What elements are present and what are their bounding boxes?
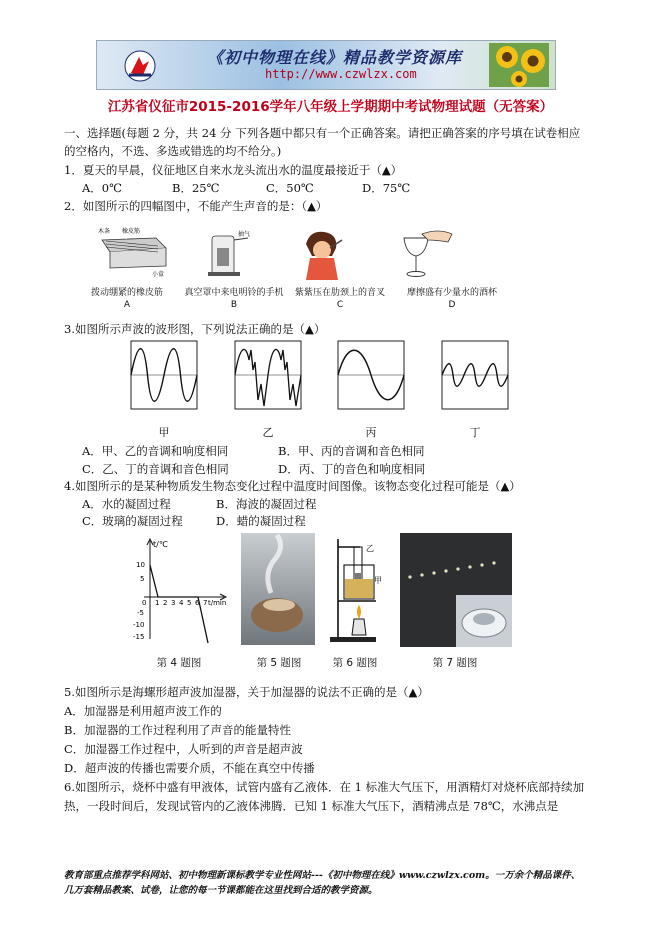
q2-caption-c: 紫紫压在肋颈上的音叉 bbox=[294, 288, 385, 298]
q5-option-a: A．加湿器是利用超声波工作的 bbox=[64, 704, 222, 718]
q3-option-b: B．甲、丙的音调和音色相同 bbox=[278, 444, 425, 458]
q6-label-yi: 乙 bbox=[366, 544, 374, 553]
q4-option-b: B．海波的凝固过程 bbox=[216, 497, 317, 511]
section1-line1: 一、选择题(每题 2 分，共 24 分 下列各题中都只有一个正确答案。请把正确答案的序号填在试卷相应 bbox=[64, 126, 581, 140]
footer-line1: 教育部重点推荐学科网站、初中物理新课标教学专业性网站---《初中物理在线》www.czwlzx.com。一万余个精品课件、 bbox=[64, 870, 581, 881]
q4-option-a: A．水的凝固过程 bbox=[82, 497, 171, 511]
wave-label-bing: 丙 bbox=[365, 426, 377, 439]
svg-text:7: 7 bbox=[203, 599, 208, 607]
q7-photo bbox=[400, 533, 512, 647]
q3-option-d: D．丙、丁的音色和响度相同 bbox=[278, 462, 426, 476]
fig4-caption: 第 4 题图 bbox=[156, 657, 202, 669]
wave-jia bbox=[130, 340, 198, 410]
fig5-caption: 第 5 题图 bbox=[256, 657, 302, 669]
banner-title: 《初中物理在线》精品教学资源库 bbox=[207, 48, 463, 67]
fig6-caption: 第 6 题图 bbox=[332, 657, 378, 669]
wave-yi bbox=[234, 340, 302, 410]
fig7-caption: 第 7 题图 bbox=[432, 657, 478, 669]
wave-label-ding: 丁 bbox=[469, 426, 481, 439]
svg-text:5: 5 bbox=[140, 575, 145, 583]
q2-letter-d: D bbox=[448, 300, 456, 310]
svg-text:6: 6 bbox=[195, 599, 200, 607]
q2-caption-b: 真空罩中来电明铃的手机 bbox=[184, 288, 284, 298]
wave-label-jia: 甲 bbox=[158, 426, 170, 439]
section1-line2: 的空格内，不选、多选或错选的均不给分。) bbox=[64, 144, 282, 158]
svg-text:小盒: 小盒 bbox=[152, 271, 165, 278]
banner-url[interactable]: http://www.czwlzx.com bbox=[265, 67, 417, 81]
q6-line1: 6.如图所示，烧杯中盛有甲液体，试管内盛有乙液体．在 1 标准大气压下，用酒精灯对烧杯底部持续加 bbox=[64, 780, 585, 794]
q6-line2: 热，一段时间后，发现试管内的乙液体沸腾．已知 1 标准大气压下，酒精沸点是 78℃，水沸点是 bbox=[64, 799, 559, 813]
footer-line2: 几万套精品教案、试卷，让您的每一节课都能在这里找到合适的教学资源。 bbox=[64, 885, 378, 896]
q1-option-b: B．25℃ bbox=[172, 181, 220, 195]
q6-apparatus bbox=[328, 535, 390, 645]
graph-xlabel: t/min bbox=[208, 599, 227, 607]
q2-letter-a: A bbox=[123, 300, 131, 310]
svg-text:5: 5 bbox=[187, 599, 192, 607]
svg-text:-10: -10 bbox=[133, 621, 145, 629]
q5-humidifier-photo bbox=[241, 533, 315, 645]
svg-text:木条: 木条 bbox=[98, 228, 111, 235]
q1-option-a: A．0℃ bbox=[82, 181, 122, 195]
sunflower-icon bbox=[489, 43, 549, 87]
q2-figure-a bbox=[96, 224, 172, 280]
q4-stem: 4.如图所示的是某种物质发生物态变化过程中温度时间图像。该物态变化过程可能是（▲） bbox=[64, 479, 521, 493]
q2-letter-c: C bbox=[336, 300, 344, 310]
q2-caption-a: 拨动绷紧的橡皮筋 bbox=[90, 288, 163, 298]
svg-text:-15: -15 bbox=[133, 633, 145, 641]
q1-option-c: C．50℃ bbox=[266, 181, 314, 195]
q2-caption-d: 摩擦盛有少量水的酒杯 bbox=[406, 288, 497, 298]
q2-letter-b: B bbox=[230, 300, 238, 310]
q5-option-d: D．超声波的传播也需要介质，不能在真空中传播 bbox=[64, 761, 315, 775]
svg-text:0: 0 bbox=[142, 599, 147, 607]
svg-text:橡皮筋: 橡皮筋 bbox=[122, 228, 141, 235]
svg-text:4: 4 bbox=[179, 599, 184, 607]
graph-ylabel: t/℃ bbox=[153, 540, 168, 549]
svg-text:10: 10 bbox=[136, 561, 145, 569]
q2-stem: 2．如图所示的四幅图中，不能产生声音的是：（▲） bbox=[64, 199, 328, 213]
svg-text:2: 2 bbox=[163, 599, 168, 607]
q2-figure-b bbox=[204, 226, 258, 280]
document-title: 江苏省仪征市2015-2016学年八年级上学期期中考试物理试题（无答案） bbox=[107, 99, 554, 115]
q1-option-d: D．75℃ bbox=[362, 181, 411, 195]
q5-stem: 5.如图所示是海螺形超声波加湿器，关于加湿器的说法不正确的是（▲） bbox=[64, 685, 429, 699]
site-logo-icon bbox=[123, 49, 157, 83]
q2-figure-d bbox=[398, 228, 458, 282]
q4-temperature-graph bbox=[128, 535, 232, 647]
q3-option-c: C．乙、丁的音调和音色相同 bbox=[82, 462, 229, 476]
q5-option-c: C．加湿器工作过程中，人听到的声音是超声波 bbox=[64, 742, 303, 756]
q4-option-c: C．玻璃的凝固过程 bbox=[82, 514, 183, 528]
header-banner bbox=[96, 40, 556, 90]
svg-text:1: 1 bbox=[155, 599, 160, 607]
q4-option-d: D．蜡的凝固过程 bbox=[216, 514, 306, 528]
svg-text:抽气: 抽气 bbox=[238, 231, 251, 238]
page-footer bbox=[64, 868, 604, 898]
q3-option-a: A．甲、乙的音调和响度相同 bbox=[82, 444, 229, 458]
q6-label-jia: 甲 bbox=[374, 576, 382, 585]
wave-ding bbox=[441, 340, 509, 410]
q1-stem: 1．夏天的早晨，仪征地区自来水龙头流出水的温度最接近于（▲） bbox=[64, 163, 403, 177]
q5-option-b: B．加湿器的工作过程利用了声音的能量特性 bbox=[64, 723, 291, 737]
q2-figure-c bbox=[296, 226, 348, 282]
svg-text:-5: -5 bbox=[137, 609, 144, 617]
wave-label-yi: 乙 bbox=[262, 426, 274, 439]
q3-stem: 3.如图所示声波的波形图，下列说法正确的是（▲） bbox=[64, 322, 326, 336]
svg-text:3: 3 bbox=[171, 599, 176, 607]
wave-bing bbox=[337, 340, 405, 410]
